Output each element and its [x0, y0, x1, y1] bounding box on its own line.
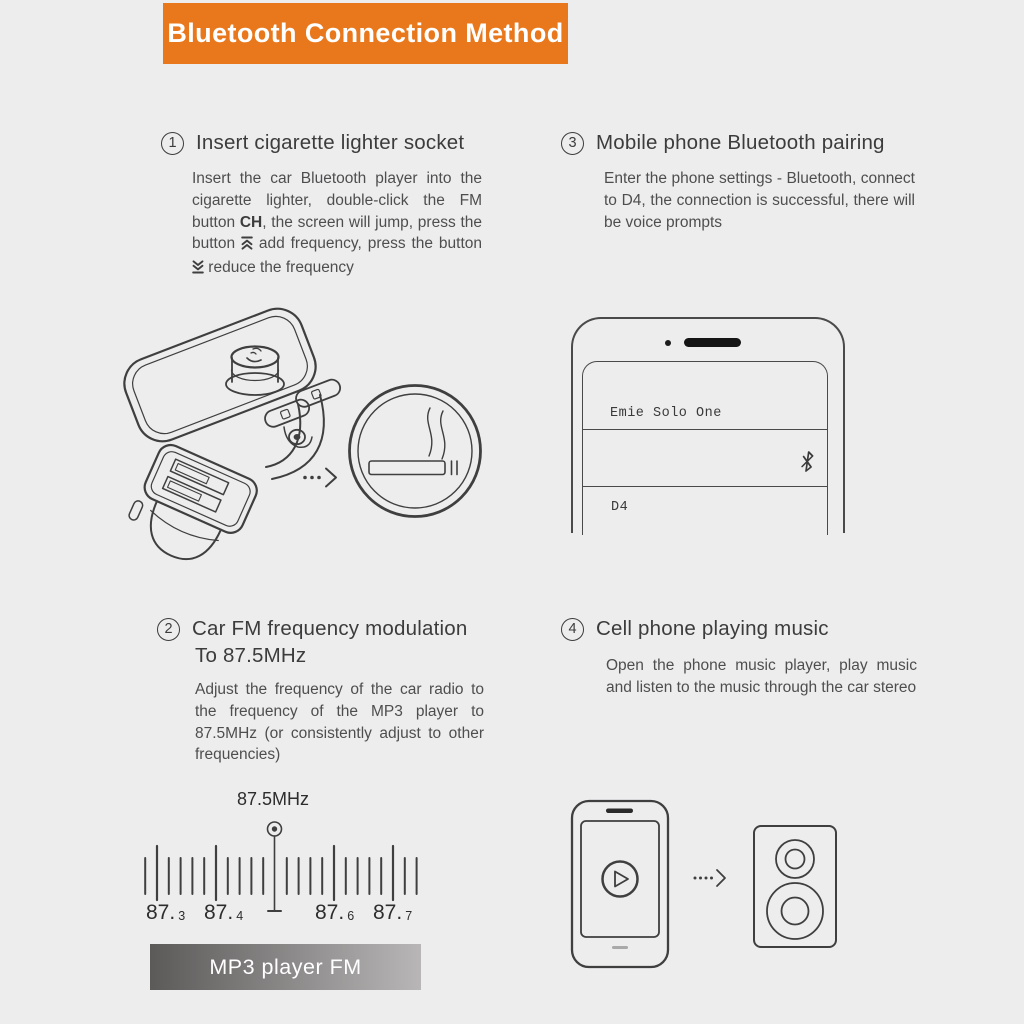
cigarette-lighter-icon	[346, 382, 484, 520]
frequency-pointer-label: 87.5MHz	[237, 789, 310, 809]
smoke-line-1	[428, 408, 432, 456]
bluetooth-settings-screen	[582, 361, 828, 535]
bluetooth-icon	[797, 450, 817, 478]
step-1-number-badge: 1	[161, 132, 184, 155]
step-3-title: Mobile phone Bluetooth pairing	[596, 131, 885, 154]
step-2-number-badge: 2	[157, 618, 180, 641]
home-indicator	[612, 946, 628, 949]
tick-label-87-4: 87. 4	[204, 901, 244, 924]
screen-divider-1	[583, 429, 827, 430]
phone-earpiece-icon	[606, 809, 633, 814]
mp3-player-fm-label: MP3 player FM	[209, 954, 362, 979]
step-4-description: Open the phone music player, play music and listen to the music through the car stereo	[606, 657, 917, 696]
step-1-body-text-3: add frequency, press the button	[252, 235, 482, 253]
usb-plug	[121, 440, 261, 577]
tick-label-87-7: 87. 7	[373, 901, 413, 924]
play-icon	[603, 862, 638, 897]
step-2-title: Car FM frequency modulation	[192, 617, 468, 640]
step-1-body-text-4: reduce the frequency	[204, 259, 354, 277]
screen-divider-2	[583, 486, 827, 487]
step-1-body-text-1: Insert the car Bluetooth player into the cigarette lighter, double-click the FM button	[192, 170, 482, 231]
tick-label-87-6: 87. 6	[315, 901, 355, 924]
step-3-header	[561, 131, 885, 155]
step-4-number-badge: 4	[561, 618, 584, 641]
reduce-frequency-icon	[192, 259, 204, 281]
music-phone-illustration	[570, 799, 670, 969]
cigarette	[369, 461, 445, 475]
title-banner-label: Bluetooth Connection Method	[167, 18, 564, 48]
title-banner	[163, 3, 568, 64]
woofer	[767, 883, 823, 939]
mp3-player-fm-caption	[150, 944, 421, 990]
step-2-header	[157, 617, 467, 641]
step-4-title: Cell phone playing music	[596, 617, 829, 640]
phone-camera-icon	[665, 340, 671, 346]
smoke-line-2	[441, 411, 445, 459]
device-button-2	[294, 377, 343, 409]
step-4-header	[561, 617, 829, 641]
step-3-number-badge: 3	[561, 132, 584, 155]
step-2-title-line-2: To 87.5MHz	[195, 644, 307, 667]
call-waves-icon	[247, 348, 261, 361]
tweeter	[776, 840, 814, 878]
dotted-arrow-right-icon-2	[692, 866, 728, 890]
paired-device-name: D4	[611, 500, 629, 515]
ch-button-label: CH	[239, 213, 263, 231]
car-bluetooth-player-illustration	[120, 298, 360, 590]
tick-label-87-3: 87. 3	[146, 901, 186, 924]
step-1-description	[192, 168, 482, 281]
bluetooth-device-name: Emie Solo One	[610, 406, 722, 421]
step-2-description: Adjust the frequency of the car radio to the frequency of the MP3 player to 87.5MHz (or consistently adjust to other frequencies)	[195, 681, 484, 764]
step-1-header	[161, 131, 464, 155]
step-1-body-text-2: , the screen will jump, press the button	[192, 213, 483, 253]
car-speaker-illustration	[752, 824, 840, 950]
dotted-arrow-right-icon	[301, 465, 341, 493]
phone-speaker-icon	[684, 338, 741, 347]
add-frequency-icon	[241, 235, 253, 257]
pairing-phone-illustration	[571, 317, 845, 533]
step-1-title: Insert cigarette lighter socket	[196, 131, 465, 154]
step-3-description: Enter the phone settings - Bluetooth, connect to D4, the connection is successful, there will be voice prompts	[604, 170, 915, 231]
